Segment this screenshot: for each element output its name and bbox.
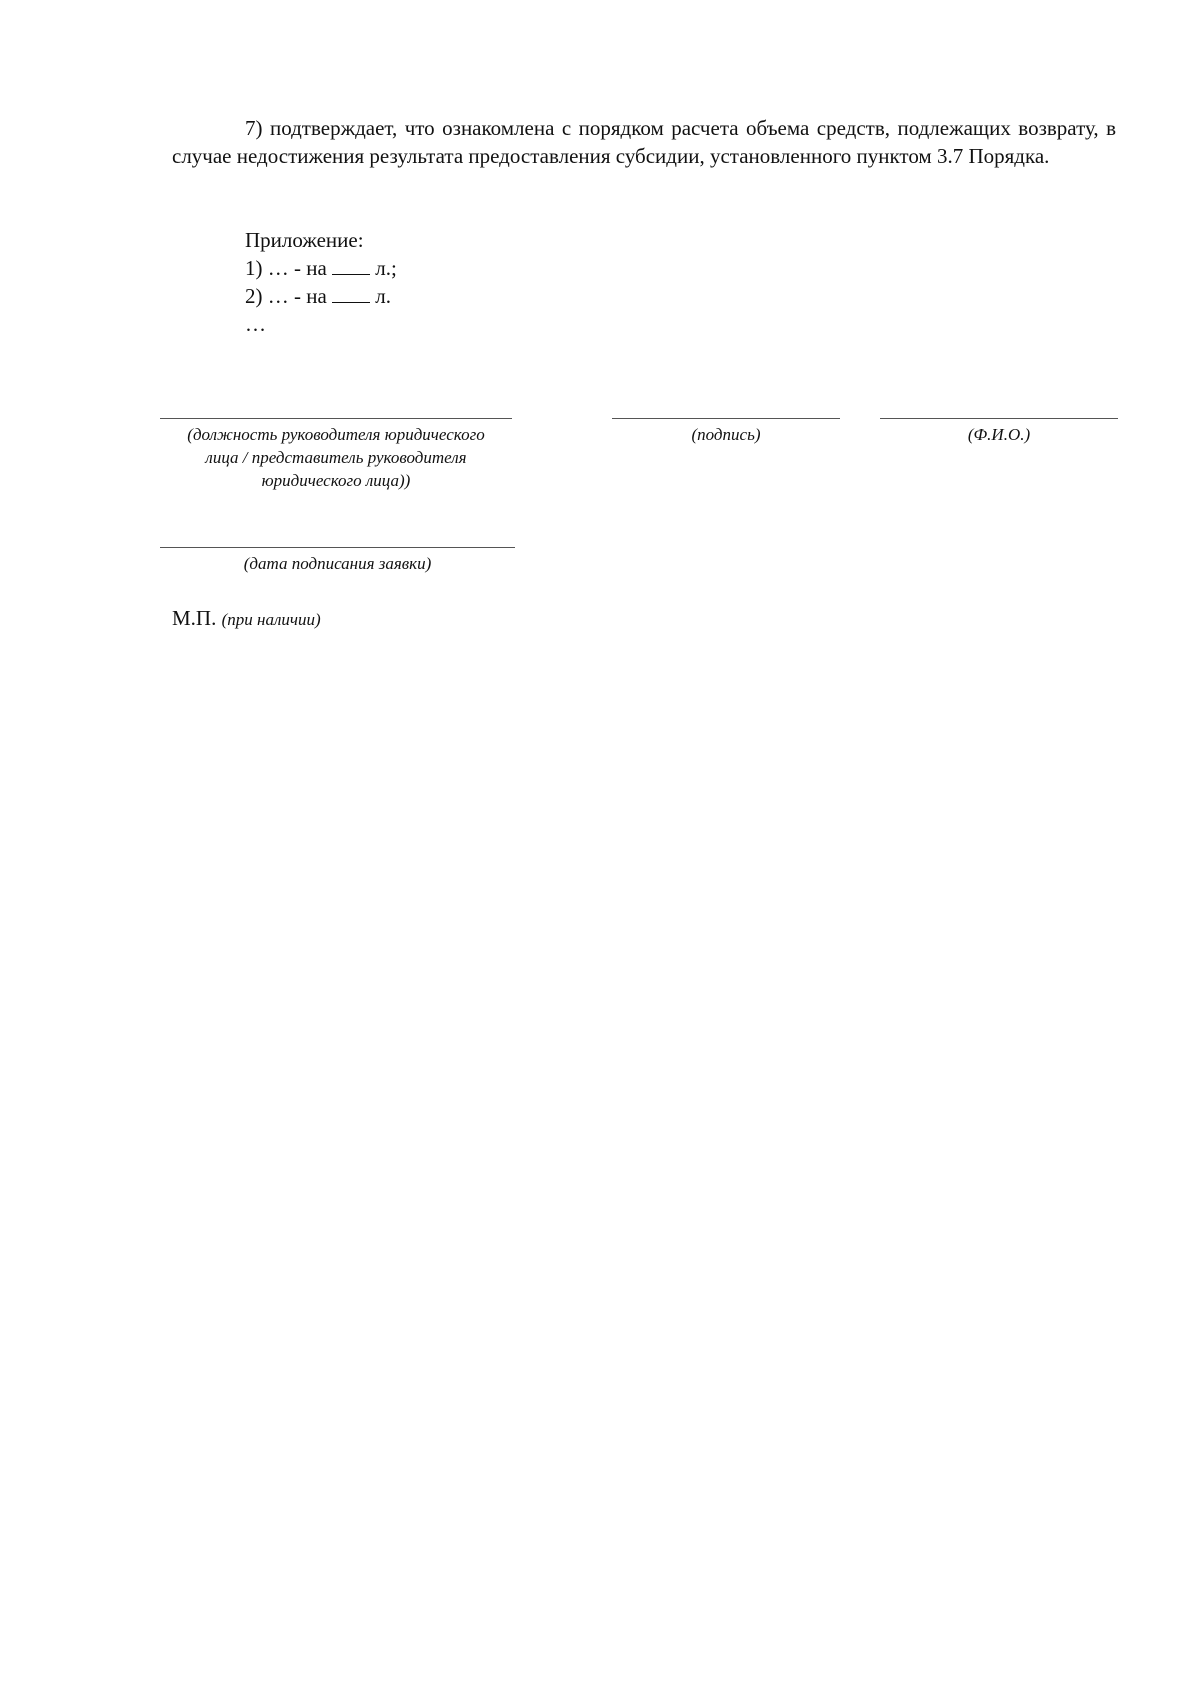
name-block bbox=[880, 418, 1118, 446]
position-line bbox=[160, 418, 512, 419]
signature-line bbox=[612, 418, 840, 419]
attachment-item: 1) … - на л.; bbox=[245, 256, 397, 280]
position-signature-block bbox=[160, 418, 512, 492]
position-caption: (должность руководителя юридического лица / представитель руководителя юридического лица)) bbox=[187, 425, 485, 490]
name-caption: (Ф.И.О.) bbox=[967, 425, 1031, 444]
date-line bbox=[160, 547, 515, 548]
page-count-blank bbox=[332, 284, 370, 303]
signature-caption: (подпись) bbox=[691, 425, 761, 444]
attachment-ellipsis: … bbox=[245, 312, 266, 336]
attachment-heading: Приложение: bbox=[245, 228, 364, 252]
attachment-list bbox=[245, 226, 397, 338]
attachment-item: 2) … - на л. bbox=[245, 284, 392, 308]
name-line bbox=[880, 418, 1118, 419]
page-count-blank bbox=[332, 256, 370, 275]
paragraph-item-7: 7) подтверждает, что ознакомлена с порядком расчета объема средств, подлежащих возврату, в случае недостижения результата предоставления субсидии, установленного пунктом 3.7 Порядка. bbox=[172, 116, 1116, 168]
signature-block bbox=[612, 418, 840, 446]
date-block bbox=[160, 547, 515, 575]
stamp-note: (при наличии) bbox=[221, 610, 321, 629]
stamp-place bbox=[172, 604, 321, 634]
stamp-label: М.П. bbox=[172, 606, 217, 630]
date-caption: (дата подписания заявки) bbox=[243, 554, 432, 573]
